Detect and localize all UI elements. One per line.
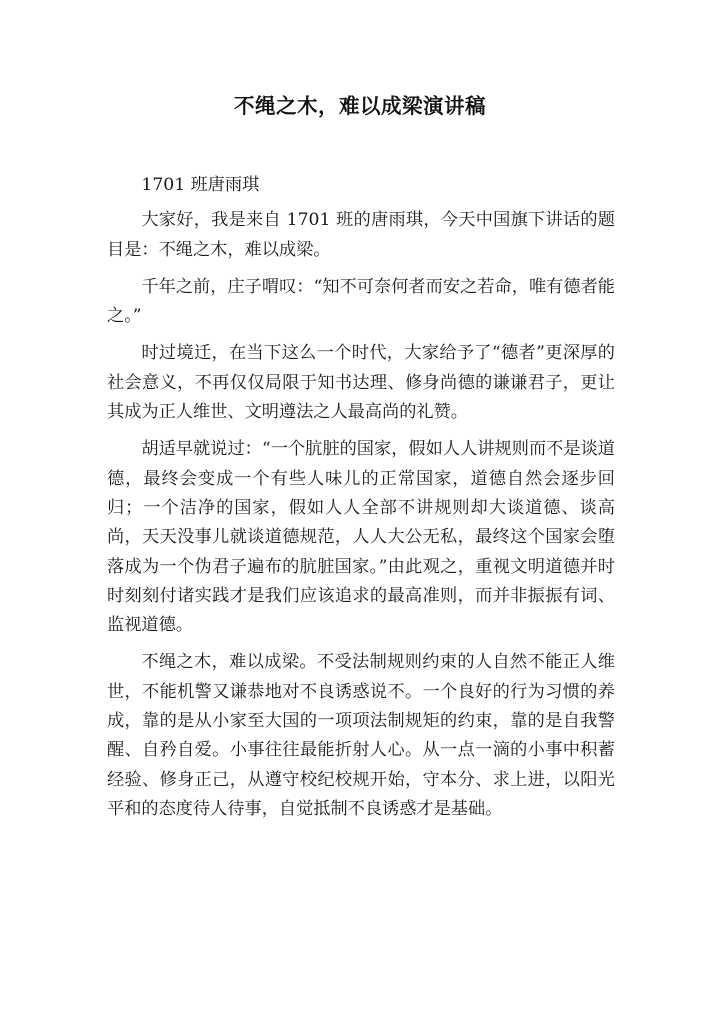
document-body bbox=[107, 171, 615, 832]
paragraph-rules-and-habits: 不绳之木，难以成梁。不受法制规则约束的人自然不能正人维世，不能机警又谦恭地对不良诱惑说不。一个良好的行为习惯的养成，靠的是从小家至大国的一项项法制规矩的约束，靠的是自我警醒、自矜自爱。小事往往最能折射人心。从一点一滴的小事中积蓄经验、修身正己，从遵守校纪校规开始，守本分、求上进，以阳光平和的态度待人待事，自觉抵制不良诱惑才是基础。 bbox=[107, 652, 615, 819]
paragraph-zhuangzi-quote: 千年之前，庄子喟叹：“知不可奈何者而安之若命，唯有德者能之。” bbox=[107, 276, 615, 327]
paragraph-greeting: 大家好，我是来自 1701 班的唐雨琪，今天中国旗下讲话的题目是：不绳之木，难以成梁。 bbox=[107, 210, 615, 260]
document-title: 不绳之木，难以成梁演讲稿 bbox=[234, 94, 486, 118]
author-line: 1701 班唐雨琪 bbox=[141, 175, 260, 195]
paragraph-hu-shi-quote: 胡适早就说过：“一个肮脏的国家，假如人人讲规则而不是谈道德，最终会变成一个有些人味儿的正常国家，道德自然会逐步回归；一个洁净的国家，假如人人全部不讲规则却大谈道德、谈高尚，天天没事儿就谈道德规范，人人大公无私，最终这个国家会堕落成为一个伪君子遍布的肮脏国家。”由此观之，重视文明道德并时时刻刻付诸实践才是我们应该追求的最高准则，而并非振振有词、监视道德。 bbox=[107, 439, 615, 636]
paragraph-times-changed: 时过境迁，在当下这么一个时代，大家给予了“德者”更深厚的社会意义，不再仅仅局限于知书达理、修身尚德的谦谦君子，更让其成为正人维世、文明遵法之人最高尚的礼赞。 bbox=[107, 343, 615, 423]
